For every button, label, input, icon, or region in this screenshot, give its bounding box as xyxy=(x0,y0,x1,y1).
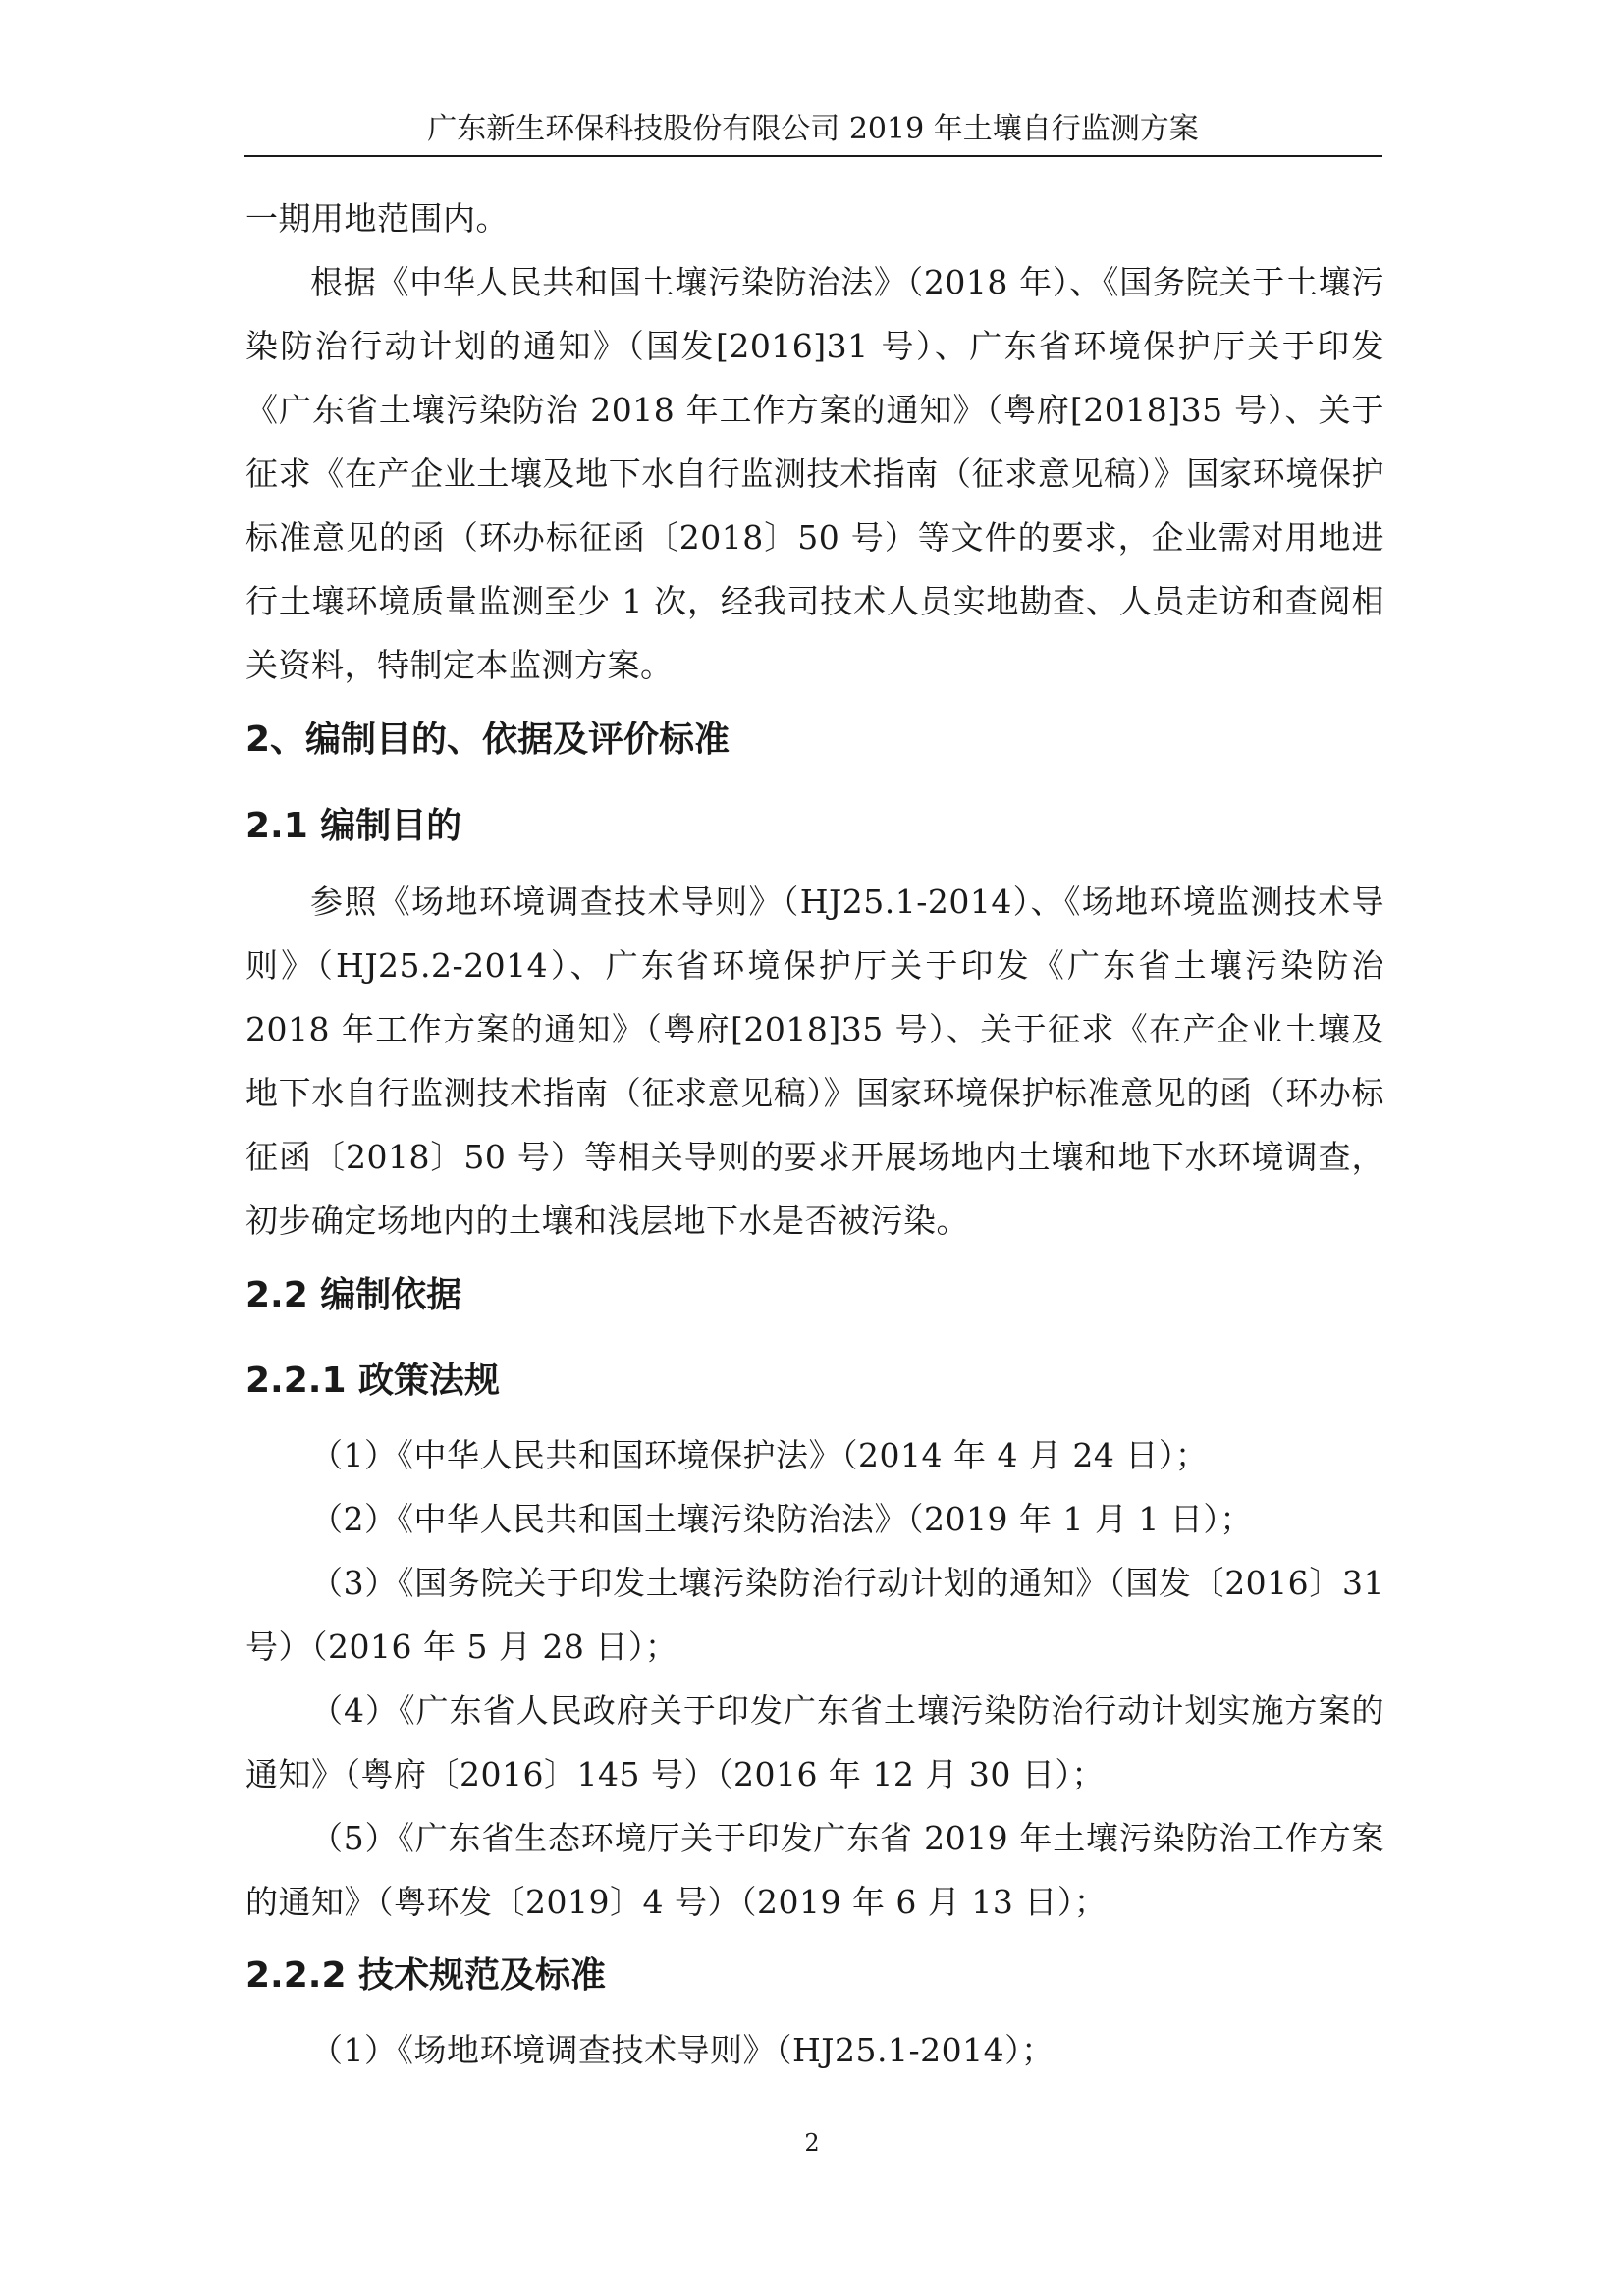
paragraph-continuation: 一期用地范围内。 xyxy=(245,199,509,238)
paragraph-basis: 根据《中华人民共和国土壤污染防治法》（2018 年）、《国务院关于土壤污染防治行动计划的通知》（国发[2016]31 号）、广东省环境保护厅关于印发《广东省土壤污染防治 2018 年工作方案的通知》（粤府[2018]35 号）、关于征求《在产企业土壤及地下水自行监测技术指南（征求意见稿）》国家环境保护标准意见的函（环办标征函〔2018〕50 号）等文件的要求，企业需对用地进行土壤环境质量监测至少 1 次，经我司技术人员实地勘查、人员走访和查阅相关资料，特制定本监测方案。 xyxy=(245,263,1384,684)
paragraph-purpose: 参照《场地环境调查技术导则》（HJ25.1-2014）、《场地环境监测技术导则》（HJ25.2-2014）、广东省环境保护厅关于印发《广东省土壤污染防治 2018 年工作方案的通知》（粤府[2018]35 号）、关于征求《在产企业土壤及地下水自行监测技术指南（征求意见稿）》国家环境保护标准意见的函（环办标征函〔2018〕50 号）等相关导则的要求开展场地内土壤和地下水环境调查，初步确定场地内的土壤和浅层地下水是否被污染。 xyxy=(245,882,1384,1240)
law-list-item: （4）《广东省人民政府关于印发广东省土壤污染防治行动计划实施方案的通知》（粤府〔2016〕145 号）（2016 年 12 月 30 日）； xyxy=(245,1691,1384,1793)
standard-list-item: （1）《场地环境调查技术导则》（HJ25.1-2014）； xyxy=(310,2031,1055,2069)
section-heading-2-2: 2.2 编制依据 xyxy=(245,1275,462,1315)
section-heading-2-2-2: 2.2.2 技术规范及标准 xyxy=(245,1955,607,1996)
law-list-item: （2）《中华人民共和国土壤污染防治法》（2019 年 1 月 1 日）； xyxy=(310,1500,1253,1538)
law-list-item: （3）《国务院关于印发土壤污染防治行动计划的通知》（国发〔2016〕31 号）（2016 年 5 月 28 日）； xyxy=(245,1564,1384,1666)
document-body xyxy=(245,187,1384,2082)
law-list-item: （5）《广东省生态环境厅关于印发广东省 2019 年土壤污染防治工作方案的通知》（粤环发〔2019〕4 号）（2019 年 6 月 13 日）； xyxy=(245,1819,1384,1921)
page-header xyxy=(244,110,1382,157)
header-title: 广东新生环保科技股份有限公司 2019 年土壤自行监测方案 xyxy=(427,112,1199,146)
law-list-item: （1）《中华人民共和国环境保护法》（2014 年 4 月 24 日）； xyxy=(310,1436,1209,1474)
section-heading-2-1: 2.1 编制目的 xyxy=(245,806,462,846)
page-number: 2 xyxy=(804,2129,820,2157)
section-heading-2: 2、编制目的、依据及评价标准 xyxy=(245,720,731,760)
section-heading-2-2-1: 2.2.1 政策法规 xyxy=(245,1361,501,1401)
